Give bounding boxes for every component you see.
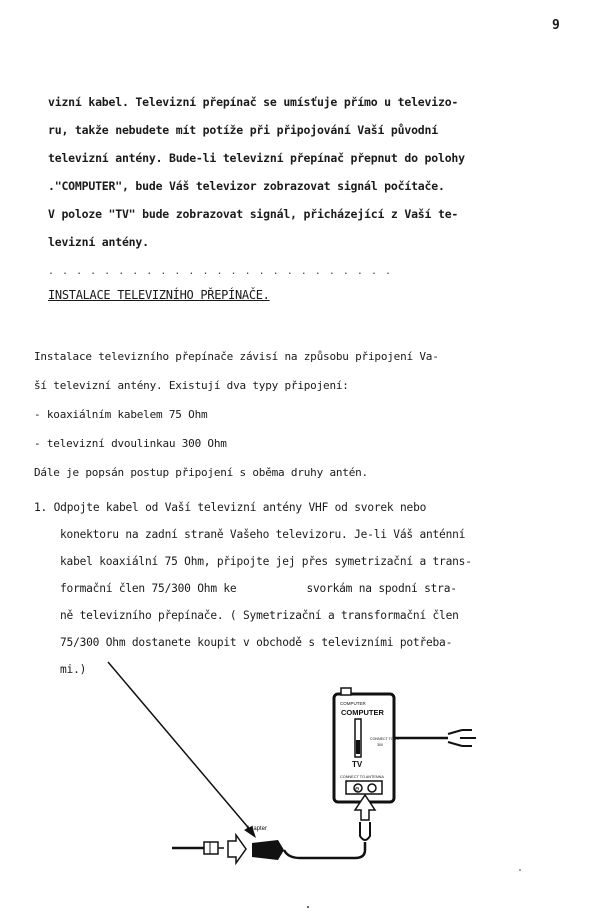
text-line: ně televizního přepínače. ( Symetrizační a transformační člen [60,609,459,622]
device-connect-side-2: 300 [377,743,383,747]
text-line: konektoru na zadní straně Vašeho televizoru. Je-li Váš anténní [60,528,466,541]
device-connect-bottom: CONNECT TO ANTENNA [340,775,384,779]
step-first-line [34,494,579,521]
scan-mark [519,869,521,871]
separator-dots: . . . . . . . . . . . . . . . . . . . . . . . . . [48,266,393,277]
paragraph-connection-types [34,342,574,487]
terminal-right [368,784,376,792]
text-line: Odpojte kabel od Vaší televizní antény VHF od svorek nebo [53,501,427,514]
section-heading: INSTALACE TELEVIZNÍHO PŘEPÍNAČE. [48,288,270,302]
connection-diagram [0,650,600,914]
text-line: ru, takže nebudete mít potíže při připojování Vaší původní [48,123,438,137]
text-fragment: formační člen 75/300 Ohm ke [60,582,237,595]
right-arrow [228,835,246,863]
device-connect-side: CONNECT TO TV [370,737,400,741]
device-top-label: COMPUTER [340,701,366,706]
text-line: mi.) [60,663,87,676]
tv-plug-fork [448,730,476,746]
device-label-computer: COMPUTER [341,708,384,717]
step-number: 1. [34,501,48,514]
scan-mark [307,906,309,908]
text-line: levizní antény. [48,235,149,249]
page-number: 9 [552,18,560,33]
text-line: ší televizní antény. Existují dva typy připojení: [34,379,349,392]
adapter-label: Adapter [246,826,268,832]
device-label-tv: TV [352,760,363,769]
twinlead-cable [284,842,365,858]
list-item: - televizní dvoulinkau 300 Ohm [34,437,227,450]
text-line: vizní kabel. Televizní přepínač se umísťuje přímo u televizo- [48,95,459,109]
pointer-arrow-line [108,662,252,832]
list-item: - koaxiálním kabelem 75 Ohm [34,408,208,421]
coax-plug [204,842,218,854]
switch-slider [356,740,360,754]
switch-device-top-tab [341,688,351,695]
paragraph-intro [48,88,568,256]
text-fragment: svorkám na spodní stra- [306,582,457,595]
terminal-left-mark: ⊖ [355,785,360,793]
text-line: ."COMPUTER", bude Váš televizor zobrazovat signál počítače. [48,179,445,193]
text-line: kabel koaxiální 75 Ohm, připojte jej přes symetrizační a trans- [60,555,472,568]
text-line: televizní antény. Bude-li televizní přepínač přepnut do polohy [48,151,465,165]
adapter-body [252,840,284,860]
text-line [34,575,579,602]
twinlead-connector [360,822,370,840]
text-line: V poloze "TV" bude zobrazovat signál, přicházející z Vaší te- [48,207,459,221]
text-line: Instalace televizního přepínače závisí na způsobu připojení Va- [34,350,439,363]
text-line: 75/300 Ohm dostanete koupit v obchodě s televizními potřeba- [60,636,453,649]
text-line: Dále je popsán postup připojení s oběma druhy antén. [34,466,368,479]
